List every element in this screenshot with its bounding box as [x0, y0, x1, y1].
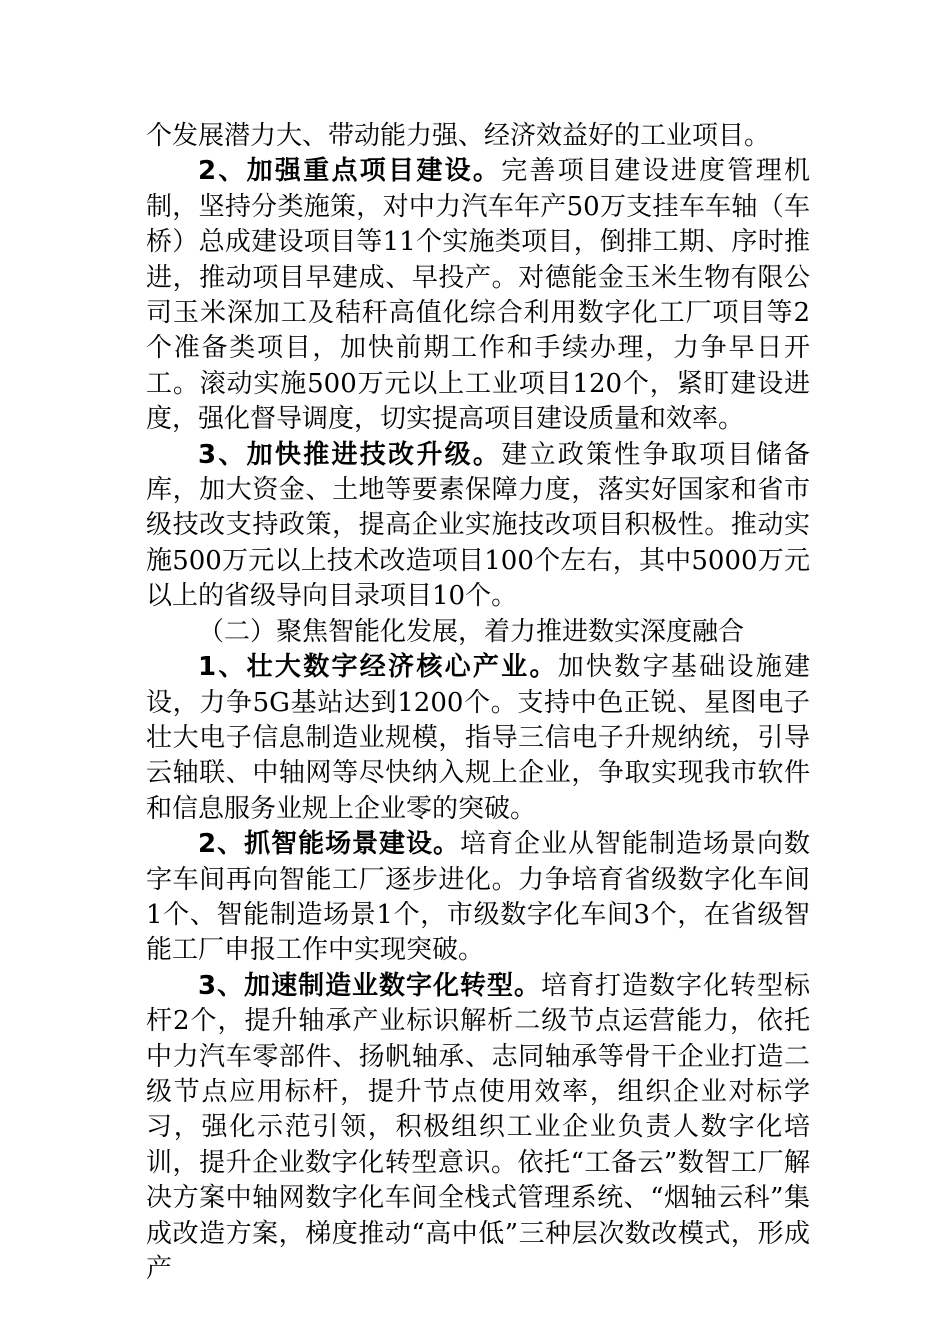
paragraph-smart-scenes — [146, 827, 810, 969]
paragraph-heading: 1、壮大数字经济核心产业。 — [198, 652, 558, 683]
paragraph-heading: 2、加强重点项目建设。 — [198, 156, 502, 187]
paragraph-continuation — [146, 119, 810, 154]
section-heading-text: （二）聚焦智能化发展，着力推进数实深度融合 — [198, 616, 745, 647]
paragraph-heading: 3、加快推进技改升级。 — [198, 439, 502, 470]
document-page — [146, 119, 810, 1287]
paragraph-text: 培育企业从智能制造场景向数字车间再向智能工厂逐步进化。力争培育省级数字化车间1个、智能制造场景1个，市级数字化车间3个，在省级智能工厂申报工作中实现突破。 — [146, 829, 810, 966]
paragraph-digital-transformation — [146, 969, 810, 1288]
paragraph-text: 完善项目建设进度管理机制，坚持分类施策，对中力汽车年产50万支挂车车轴（车桥）总成建设项目等11个实施类项目，倒排工期、序时推进，推动项目早建成、早投产。对德能金玉米生物有限公司玉米深加工及秸秆高值化综合利用数字化工厂项目等2个准备类项目，加快前期工作和手续办理，力争早日开工。滚动实施500万元以上工业项目120个，紧盯建设进度，强化督导调度，切实提高项目建设质量和效率。 — [146, 156, 810, 435]
paragraph-text: 加快数字基础设施建设，力争5G基站达到1200个。支持中色正锐、星图电子壮大电子信息制造业规模，指导三信电子升规纳统，引导云轴联、中轴网等尽快纳入规上企业，争取实现我市软件和信息服务业规上企业零的突破。 — [146, 652, 810, 824]
paragraph-text: 培育打造数字化转型标杆2个，提升轴承产业标识解析二级节点运营能力，依托中力汽车零部件、扬帆轴承、志同轴承等骨干企业打造二级节点应用标杆，提升节点使用效率，组织企业对标学习，强化示范引领，积极组织工业企业负责人数字化培训，提升企业数字化转型意识。依托“工备云”数智工厂解决方案中轴网数字化车间全栈式管理系统、“烟轴云科”集成改造方案，梯度推动“高中低”三种层次数改模式，形成产 — [146, 970, 810, 1284]
paragraph-key-projects — [146, 154, 810, 437]
paragraph-tech-upgrade — [146, 438, 810, 615]
paragraph-heading: 2、抓智能场景建设。 — [198, 829, 461, 860]
paragraph-text: 个发展潜力大、带动能力强、经济效益好的工业项目。 — [146, 121, 771, 151]
paragraph-text: 建立政策性争取项目储备库，加大资金、土地等要素保障力度，落实好国家和省市级技改支持政策，提高企业实施技改项目积极性。推动实施500万元以上技术改造项目100个左右，其中5000万元以上的省级导向目录项目10个。 — [146, 439, 810, 612]
section-heading-intelligent — [146, 615, 810, 650]
paragraph-digital-economy — [146, 650, 810, 827]
paragraph-heading: 3、加速制造业数字化转型。 — [198, 970, 542, 1001]
